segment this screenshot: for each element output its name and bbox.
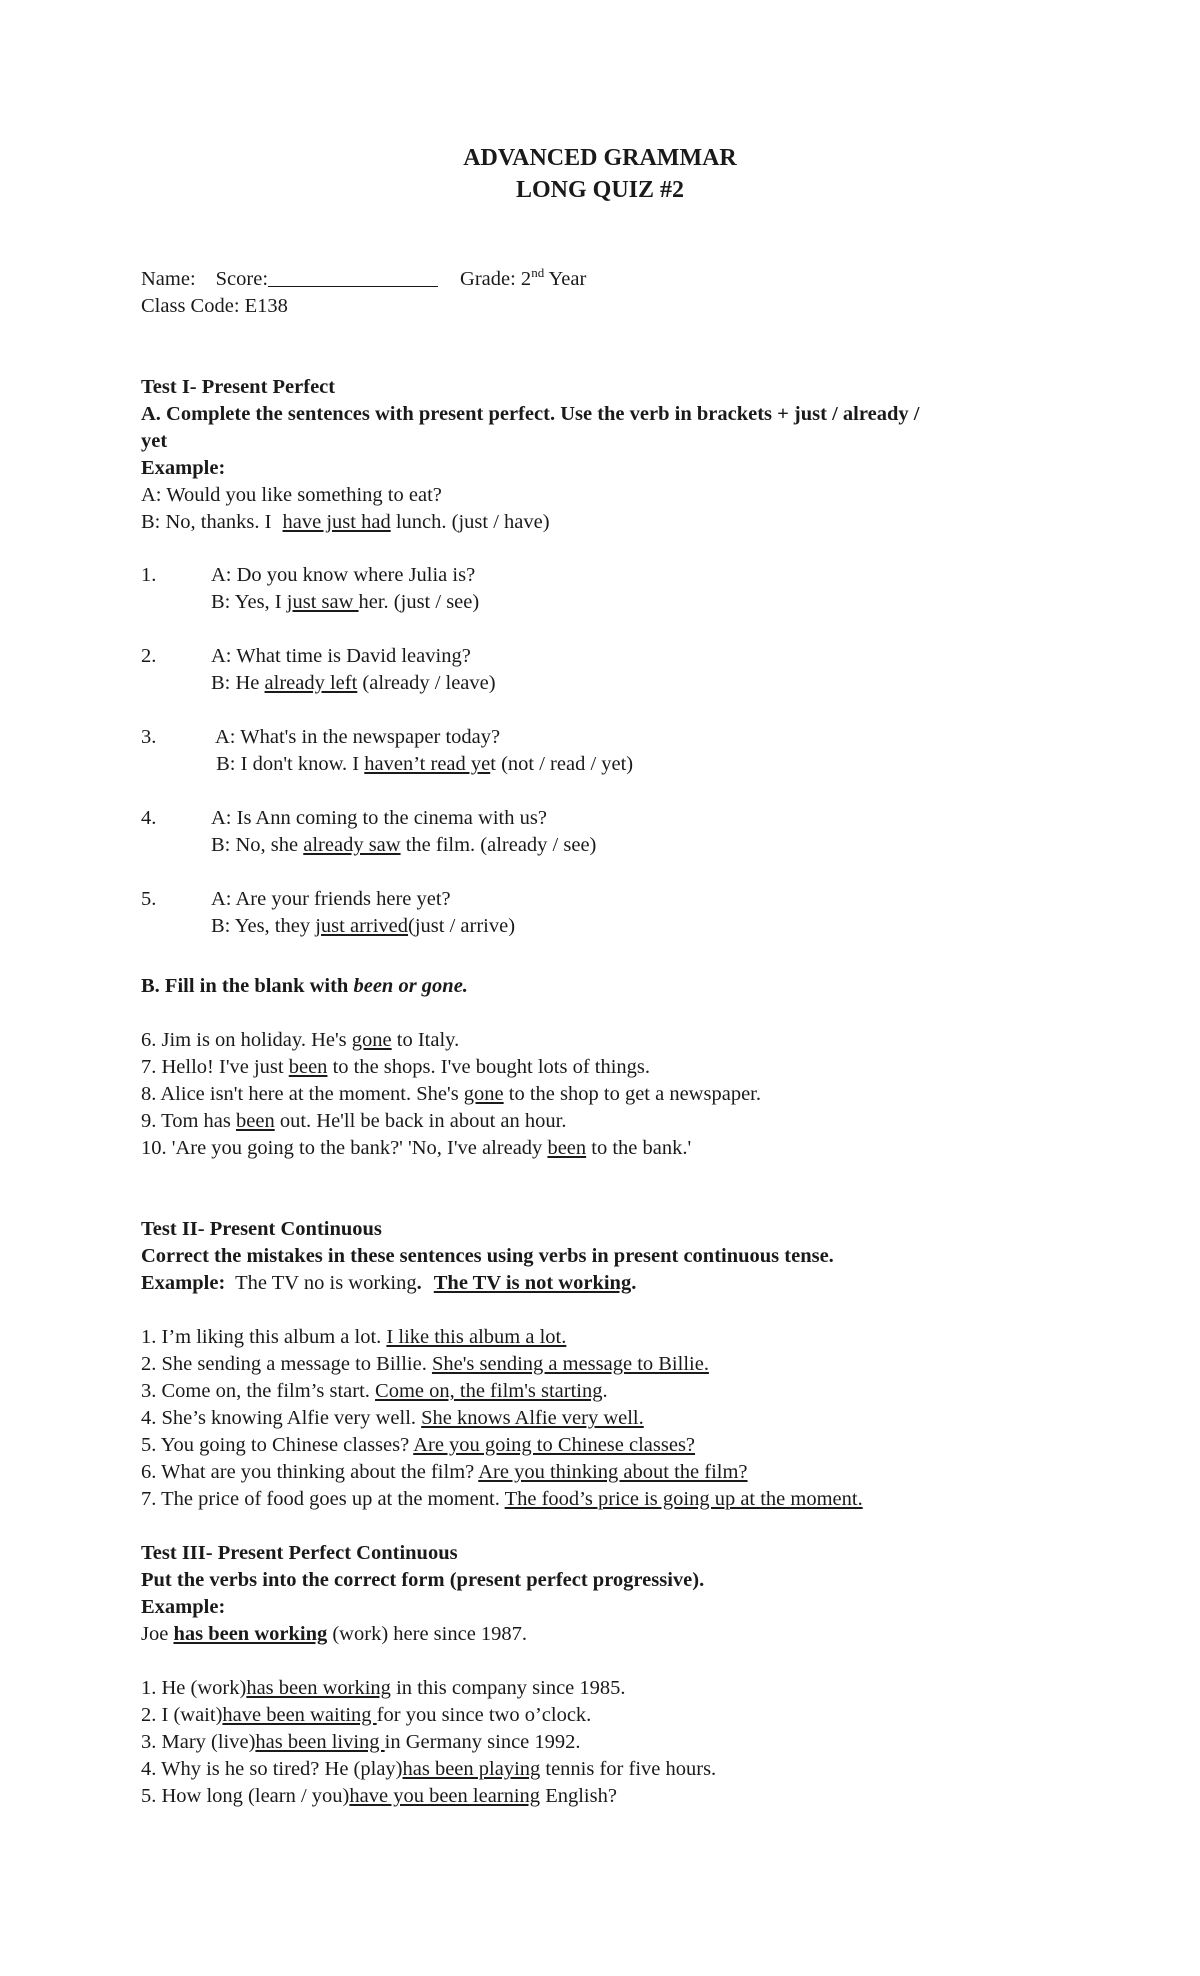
item-answer: been	[236, 1110, 275, 1132]
list-item	[141, 1675, 1071, 1702]
item-question: A: What's in the newspaper today?	[211, 726, 501, 748]
example-answer: has been working	[173, 1623, 328, 1645]
item-answer: has been living	[255, 1731, 385, 1753]
item-answer: have you been learning	[349, 1785, 541, 1807]
list-item	[141, 1459, 1071, 1486]
test2-instruction: Correct the mistakes in these sentences using verbs in present continuous tense.	[141, 1245, 834, 1267]
list-item	[141, 1054, 1071, 1081]
item-answer: already left	[264, 672, 358, 694]
grade-label: Grade: 2	[460, 268, 532, 290]
list-item	[141, 1729, 1071, 1756]
item-question: A: Are your friends here yet?	[211, 888, 451, 910]
item-text: 5. You going to Chinese classes?	[141, 1434, 414, 1456]
item-text-post: out. He'll be back in about an hour.	[274, 1110, 567, 1132]
test1-section	[141, 374, 1071, 536]
list-item	[141, 724, 1071, 805]
item-text-post: tennis for five hours.	[540, 1758, 717, 1780]
list-item	[141, 1081, 1071, 1108]
item-text: 10. 'Are you going to the bank?' 'No, I've already	[141, 1137, 548, 1159]
example-line-a: A: Would you like something to eat?	[141, 484, 442, 506]
example-post: (work) here since 1987.	[327, 1623, 528, 1645]
test3-section	[141, 1540, 1071, 1648]
item-text-post: in Germany since 1992.	[384, 1731, 581, 1753]
item-text: 6. Jim is on holiday. He's	[141, 1029, 352, 1051]
item-response-post: t (not / read / yet)	[490, 753, 634, 775]
list-item	[141, 1378, 1071, 1405]
partb-instruction	[141, 973, 1071, 1000]
test3-items	[141, 1675, 1071, 1810]
item-text: 7. Hello! I've just	[141, 1056, 289, 1078]
list-item	[141, 805, 1071, 886]
example-label: Example:	[141, 457, 226, 479]
item-response-pre: B: Yes, I	[211, 591, 287, 613]
item-answer: gone	[463, 1083, 504, 1105]
test2-heading: Test II- Present Continuous	[141, 1218, 382, 1240]
item-answer: has been working	[246, 1677, 391, 1699]
item-text: 2. She sending a message to Billie.	[141, 1353, 432, 1375]
test1-partb-items	[141, 1027, 1071, 1162]
list-item	[141, 1405, 1071, 1432]
example-pre: Joe	[141, 1623, 174, 1645]
list-item	[141, 1432, 1071, 1459]
name-label: Name:	[141, 268, 196, 290]
item-answer: been	[547, 1137, 587, 1159]
test3-instruction: Put the verbs into the correct form (present perfect progressive).	[141, 1569, 705, 1591]
list-item	[141, 1027, 1071, 1054]
item-text: 3. Come on, the film’s start.	[141, 1380, 376, 1402]
example-b-pre: B: No, thanks. I	[141, 511, 277, 533]
partb-instruction-text: B. Fill in the blank with	[141, 975, 354, 997]
list-item	[141, 1324, 1071, 1351]
info-row	[141, 266, 1071, 293]
item-text-post: to the shops. I've bought lots of things.	[327, 1056, 651, 1078]
item-text: 5. How long (learn / you)	[141, 1785, 350, 1807]
item-answer: The food’s price is going up at the moment.	[504, 1488, 863, 1510]
item-answer: Are you thinking about the film?	[478, 1461, 748, 1483]
item-text: 9. Tom has	[141, 1110, 236, 1132]
grade-rest: Year	[544, 268, 587, 290]
list-item	[141, 1108, 1071, 1135]
item-answer: haven’t read ye	[364, 753, 491, 775]
item-text-post: .	[602, 1380, 608, 1402]
item-response-post: her. (just / see)	[358, 591, 480, 613]
item-answer: already saw	[303, 834, 401, 856]
test1-heading: Test I- Present Perfect	[141, 376, 336, 398]
item-text: 6. What are you thinking about the film?	[141, 1461, 479, 1483]
example-punct: .	[631, 1272, 637, 1294]
example-label: Example:	[141, 1272, 226, 1294]
item-number: 2.	[141, 645, 157, 667]
item-response-pre: B: He	[211, 672, 265, 694]
item-answer: gone	[351, 1029, 392, 1051]
item-response-post: (already / leave)	[357, 672, 496, 694]
title-line: ADVANCED GRAMMAR	[463, 145, 737, 171]
item-answer: has been playing	[402, 1758, 541, 1780]
item-text: 3. Mary (live)	[141, 1731, 256, 1753]
item-answer: She's sending a message to Billie.	[431, 1353, 709, 1375]
test1-parta-instruction-cont: yet	[141, 430, 168, 452]
test3-heading: Test III- Present Perfect Continuous	[141, 1542, 458, 1564]
item-text-post: for you since two o’clock.	[376, 1704, 592, 1726]
example-label: Example:	[141, 1596, 226, 1618]
item-text: 1. He (work)	[141, 1677, 247, 1699]
test2-example	[141, 1270, 1071, 1297]
class-code: Class Code: E138	[141, 295, 288, 317]
example-b-answer: have just had	[282, 511, 391, 533]
list-item	[141, 562, 1071, 643]
list-item	[141, 1486, 1071, 1513]
item-text-post: in this company since 1985.	[390, 1677, 626, 1699]
item-question: A: What time is David leaving?	[211, 645, 471, 667]
item-text-post: to the bank.'	[586, 1137, 692, 1159]
item-response-pre: B: No, she	[211, 834, 304, 856]
item-text: 8. Alice isn't here at the moment. She's	[141, 1083, 464, 1105]
list-item	[141, 1756, 1071, 1783]
item-answer: Come on, the film's starting	[375, 1380, 603, 1402]
example-b-post: lunch. (just / have)	[390, 511, 550, 533]
item-text: 7. The price of food goes up at the moment.	[141, 1488, 505, 1510]
item-answer: I like this album a lot.	[386, 1326, 567, 1348]
list-item	[141, 1702, 1071, 1729]
item-response-post: (just / arrive)	[408, 915, 516, 937]
test2-items	[141, 1324, 1071, 1513]
document-title	[0, 142, 1200, 206]
example-punct: .	[416, 1272, 422, 1294]
item-text-post: to the shop to get a newspaper.	[503, 1083, 761, 1105]
item-answer: Are you going to Chinese classes?	[413, 1434, 696, 1456]
item-text: 1. I’m liking this album a lot.	[141, 1326, 387, 1348]
score-blank	[268, 266, 438, 287]
list-item	[141, 1135, 1071, 1162]
list-item	[141, 1783, 1071, 1810]
item-answer: been	[288, 1056, 328, 1078]
score-label: Score:	[215, 268, 269, 290]
example-line-b	[141, 509, 1071, 536]
partb-instruction-em: been or gone.	[353, 975, 468, 997]
item-question: A: Is Ann coming to the cinema with us?	[211, 807, 547, 829]
item-response-pre: B: I don't know. I	[211, 753, 365, 775]
grade-sup: nd	[531, 265, 545, 281]
item-answer: just saw	[286, 591, 359, 613]
list-item	[141, 643, 1071, 724]
test1-partb	[141, 973, 1071, 1000]
item-text: 2. I (wait)	[141, 1704, 223, 1726]
list-item	[141, 1351, 1071, 1378]
test3-example	[141, 1621, 1071, 1648]
example-wrong: The TV no is working	[225, 1272, 417, 1294]
test2-section	[141, 1216, 1071, 1297]
item-text-post: to Italy.	[391, 1029, 460, 1051]
item-question: A: Do you know where Julia is?	[211, 564, 476, 586]
test1-items	[141, 562, 1071, 967]
list-item	[141, 886, 1071, 967]
item-response-post: the film. (already / see)	[400, 834, 597, 856]
student-info	[141, 266, 1071, 320]
item-number: 5.	[141, 888, 157, 910]
test1-parta-instruction: A. Complete the sentences with present perfect. Use the verb in brackets + just / already /	[141, 403, 920, 425]
example-answer: The TV is not working	[433, 1272, 632, 1294]
item-number: 3.	[141, 726, 157, 748]
item-text: 4. She’s knowing Alfie very well.	[141, 1407, 422, 1429]
item-response-pre: B: Yes, they	[211, 915, 316, 937]
item-number: 4.	[141, 807, 157, 829]
subtitle-line: LONG QUIZ #2	[515, 177, 685, 203]
item-number: 1.	[141, 564, 157, 586]
item-text: 4. Why is he so tired? He (play)	[141, 1758, 403, 1780]
item-text-post: English?	[540, 1785, 617, 1807]
item-answer: just arrived	[315, 915, 409, 937]
item-answer: She knows Alfie very well.	[421, 1407, 644, 1429]
item-answer: have been waiting	[222, 1704, 377, 1726]
